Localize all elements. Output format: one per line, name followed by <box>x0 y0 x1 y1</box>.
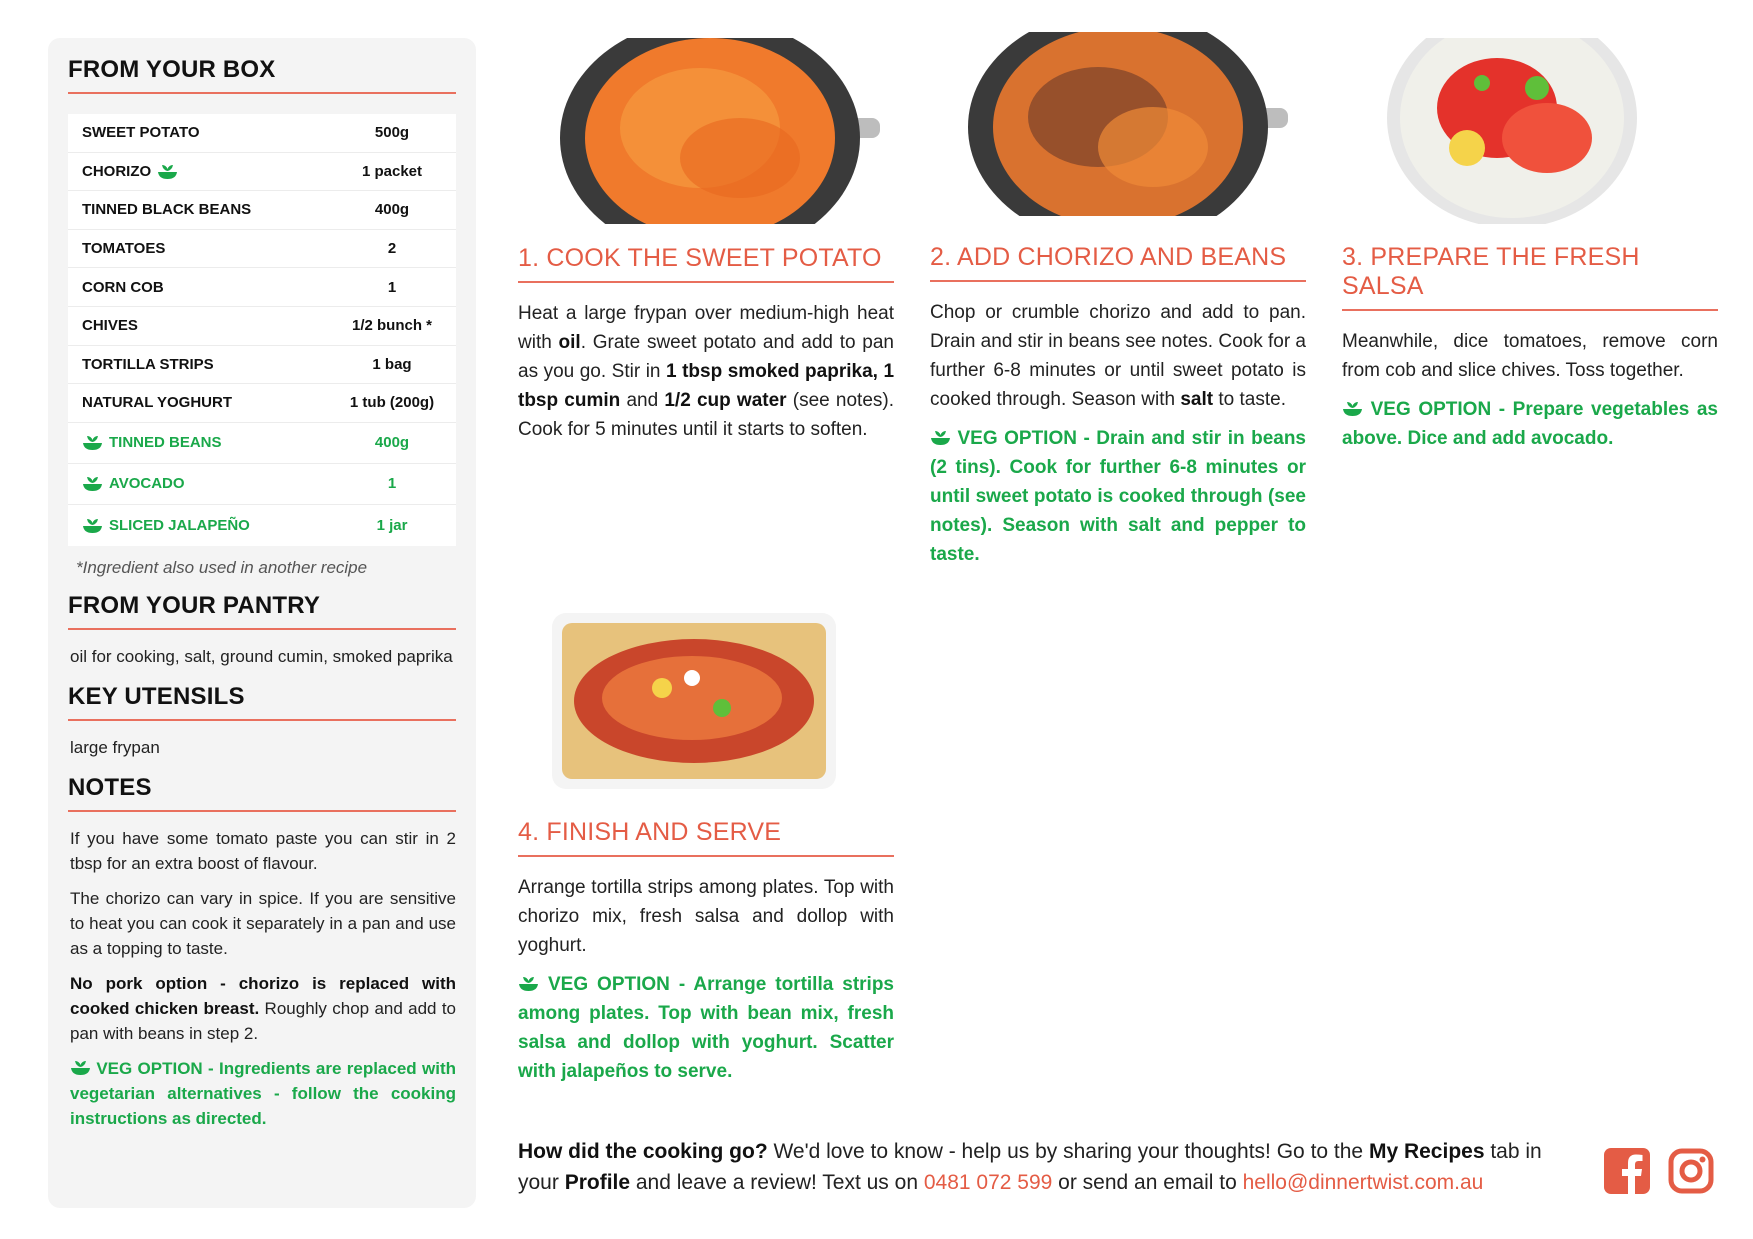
step-2-image <box>968 32 1288 216</box>
text: . Grate sweet potato and add to pan as you go. Stir in <box>518 332 895 382</box>
ingredient-name: TINNED BLACK BEANS <box>82 201 252 219</box>
ingredient-row <box>68 505 456 546</box>
ingredient-quantity: 500g <box>374 124 410 142</box>
ingredient-name-cell <box>82 240 342 257</box>
ingredient-name-cell <box>82 201 342 218</box>
footer-text: We'd love to know - help us by sharing your thoughts! Go to the <box>767 1140 1369 1163</box>
utensils-text: large frypan <box>70 737 160 757</box>
veg-text: VEG OPTION - Arrange tortilla strips among plates. Top with bean mix, fresh salsa and dollop with yoghurt. Scatter with jalapeños to serve. <box>518 974 894 1082</box>
veg-bowl-icon <box>82 475 103 492</box>
step-3-image <box>1387 38 1637 224</box>
text: to taste. <box>1213 389 1286 410</box>
ingredient-name: TINNED BEANS <box>109 434 222 452</box>
ingredient-row <box>68 464 456 505</box>
footer-text: tab in your <box>518 1140 1542 1194</box>
pantry-title: FROM YOUR PANTRY <box>68 592 456 630</box>
ingredient-name: CHIVES <box>82 317 138 335</box>
my-recipes-link[interactable]: My Recipes <box>1368 1140 1485 1163</box>
ingredient-row <box>68 346 456 385</box>
notes-title: NOTES <box>68 774 456 812</box>
instagram-icon[interactable] <box>1668 1148 1714 1194</box>
step-3-text: Meanwhile, dice tomatoes, remove corn from cob and slice chives. Toss together. <box>1342 331 1718 381</box>
ingredients-table <box>68 114 456 546</box>
ingredient-row <box>68 230 456 269</box>
footer-text: and leave a review! Text us on <box>630 1171 924 1194</box>
step-2 <box>930 243 1306 569</box>
step-2-title: 2. ADD CHORIZO AND BEANS <box>930 243 1306 282</box>
ingredient-name-cell <box>82 317 342 334</box>
profile-link[interactable]: Profile <box>564 1171 631 1194</box>
ingredient-name: SLICED JALAPEÑO <box>109 516 250 534</box>
ingredient-name-cell <box>82 279 342 296</box>
box-title: FROM YOUR BOX <box>68 56 456 94</box>
veg-bowl-icon <box>70 1058 91 1075</box>
veg-bowl-icon <box>157 163 178 180</box>
step-4-image <box>542 608 846 794</box>
ingredient-name-cell <box>82 356 342 373</box>
ingredient-row <box>68 423 456 464</box>
note-text: Roughly chop and add to pan with beans in step 2. <box>70 998 456 1043</box>
step-2-text <box>930 298 1306 414</box>
ingredient-quantity: 1/2 bunch * <box>351 317 433 335</box>
ingredient-name: TORTILLA STRIPS <box>82 355 214 373</box>
phone-link[interactable]: 0481 072 599 <box>923 1171 1053 1194</box>
ingredient-name: CORN COB <box>82 278 164 296</box>
ingredient-name: TOMATOES <box>82 240 166 258</box>
bold-text: 1 tbsp smoked paprika, 1 tbsp cumin <box>518 361 895 411</box>
ingredients-panel <box>48 38 476 1208</box>
ingredient-row <box>68 384 456 423</box>
veg-bowl-icon <box>82 517 103 534</box>
footer-text: or send an email to <box>1052 1171 1243 1194</box>
step-4-text: Arrange tortilla strips among plates. Top with chorizo mix, fresh salsa and dollop with yoghurt. <box>518 877 894 956</box>
ingredient-row <box>68 114 456 153</box>
ingredient-name-cell <box>82 163 342 180</box>
ingredient-row <box>68 268 456 307</box>
step-1-text <box>518 299 894 444</box>
note-bold: No pork option - chorizo is replaced with cooked chicken breast. <box>70 973 456 1018</box>
text: and <box>620 390 665 411</box>
ingredient-name-cell <box>82 394 342 411</box>
ingredient-name-cell <box>82 124 342 141</box>
ingredient-quantity: 1 packet <box>361 162 423 180</box>
note-paragraph <box>70 971 456 1046</box>
veg-bowl-icon <box>82 434 103 451</box>
footer-question: How did the cooking go? <box>518 1140 768 1163</box>
text: (see notes). Cook for 5 minutes until it starts to soften. <box>518 390 894 440</box>
note-veg-text: VEG OPTION - Ingredients are replaced with vegetarian alternatives - follow the cooking instructions as directed. <box>70 1058 456 1128</box>
note-paragraph: If you have some tomato paste you can stir in 2 tbsp for an extra boost of flavour. <box>70 828 456 873</box>
ingredient-name-cell <box>82 475 342 492</box>
veg-bowl-icon <box>518 972 539 989</box>
ingredient-quantity: 1 tub (200g) <box>349 394 435 412</box>
step-1-image <box>560 38 880 224</box>
veg-text: VEG OPTION - Prepare vegetables as above. Dice and add avocado. <box>1342 399 1719 449</box>
pantry-text: oil for cooking, salt, ground cumin, smoked paprika <box>70 646 453 666</box>
utensils-title: KEY UTENSILS <box>68 683 456 721</box>
facebook-icon[interactable] <box>1604 1148 1650 1194</box>
step-3-title: 3. PREPARE THE FRESH SALSA <box>1342 243 1718 311</box>
ingredient-row <box>68 153 456 192</box>
bold-text: salt <box>1180 389 1214 410</box>
ingredient-name: NATURAL YOGHURT <box>82 394 232 412</box>
ingredient-quantity: 1 <box>387 475 397 493</box>
ingredient-row <box>68 307 456 346</box>
text: Chop or crumble chorizo and add to pan. Drain and stir in beans see notes. Cook for a further 6-8 minutes or until sweet potato is cooked through. Season with <box>930 302 1306 410</box>
veg-text: VEG OPTION - Drain and stir in beans (2 tins). Cook for further 6-8 minutes or until sweet potato is cooked through (see notes). Season with salt and pepper to taste. <box>930 428 1306 565</box>
step-1 <box>518 244 894 444</box>
ingredient-row <box>68 191 456 230</box>
step-4-title: 4. FINISH AND SERVE <box>518 818 894 857</box>
ingredient-name-cell <box>82 434 342 451</box>
box-footnote: *Ingredient also used in another recipe <box>76 557 368 577</box>
step-2-veg <box>930 424 1306 569</box>
email-link[interactable]: hello@dinnertwist.com.au <box>1242 1171 1484 1194</box>
ingredient-name-cell <box>82 517 342 534</box>
bold-text: 1/2 cup water <box>664 390 787 411</box>
step-3-veg <box>1342 395 1718 453</box>
veg-bowl-icon <box>1342 397 1363 414</box>
text: Heat a large frypan over medium-high heat with <box>518 303 894 353</box>
ingredient-quantity: 1 jar <box>376 516 408 534</box>
ingredient-quantity: 1 <box>387 278 397 296</box>
ingredient-quantity: 2 <box>387 240 397 258</box>
bold-text: oil <box>558 332 581 353</box>
note-veg-paragraph <box>70 1056 456 1131</box>
veg-bowl-icon <box>930 426 951 443</box>
ingredient-name: SWEET POTATO <box>82 124 200 142</box>
note-paragraph: The chorizo can vary in spice. If you are sensitive to heat you can cook it separately in a pan and use as a topping to taste. <box>70 888 456 958</box>
ingredient-quantity: 400g <box>374 201 410 219</box>
step-4 <box>518 818 894 1086</box>
ingredient-name: CHORIZO <box>82 162 152 180</box>
step-1-title: 1. COOK THE SWEET POTATO <box>518 244 894 283</box>
ingredient-quantity: 400g <box>374 434 410 452</box>
ingredient-quantity: 1 bag <box>372 355 412 373</box>
step-3 <box>1342 243 1718 453</box>
ingredient-name: AVOCADO <box>109 475 185 493</box>
feedback-footer <box>518 1136 1568 1198</box>
step-4-veg <box>518 970 894 1086</box>
